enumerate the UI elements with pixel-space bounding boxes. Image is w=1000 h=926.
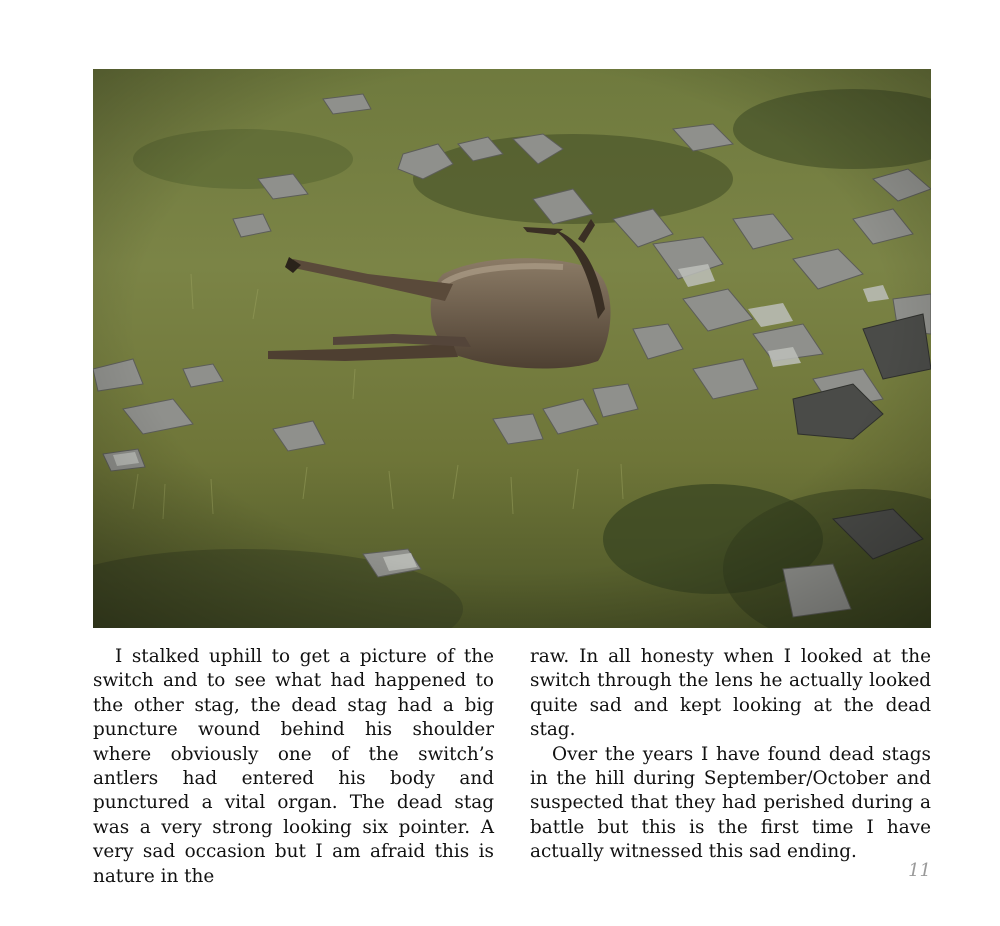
stag-photo [93, 69, 931, 628]
paragraph-continuation: raw. In all honesty when I looked at the switch through the lens he actually looked quite sad and kept looking at the dead stag. [530, 646, 931, 741]
text-column-left [93, 645, 494, 889]
page-number: 11 [908, 860, 931, 881]
photo-illustration [93, 69, 931, 628]
paragraph: I stalked uphill to get a picture of the switch and to see what had happened to the other stag, the dead stag had a big puncture wound behind his shoulder where obviously one of the switch’s antlers had entered his body and punctured a vital organ. The dead stag was a very strong looking six pointer. A very sad occasion but I am afraid this is nature in the [93, 646, 494, 887]
text-column-right [530, 645, 931, 865]
paragraph: Over the years I have found dead stags in the hill during September/October and suspected that they had perished during a battle but this is the first time I have actually witnessed this sad ending. [530, 743, 931, 863]
